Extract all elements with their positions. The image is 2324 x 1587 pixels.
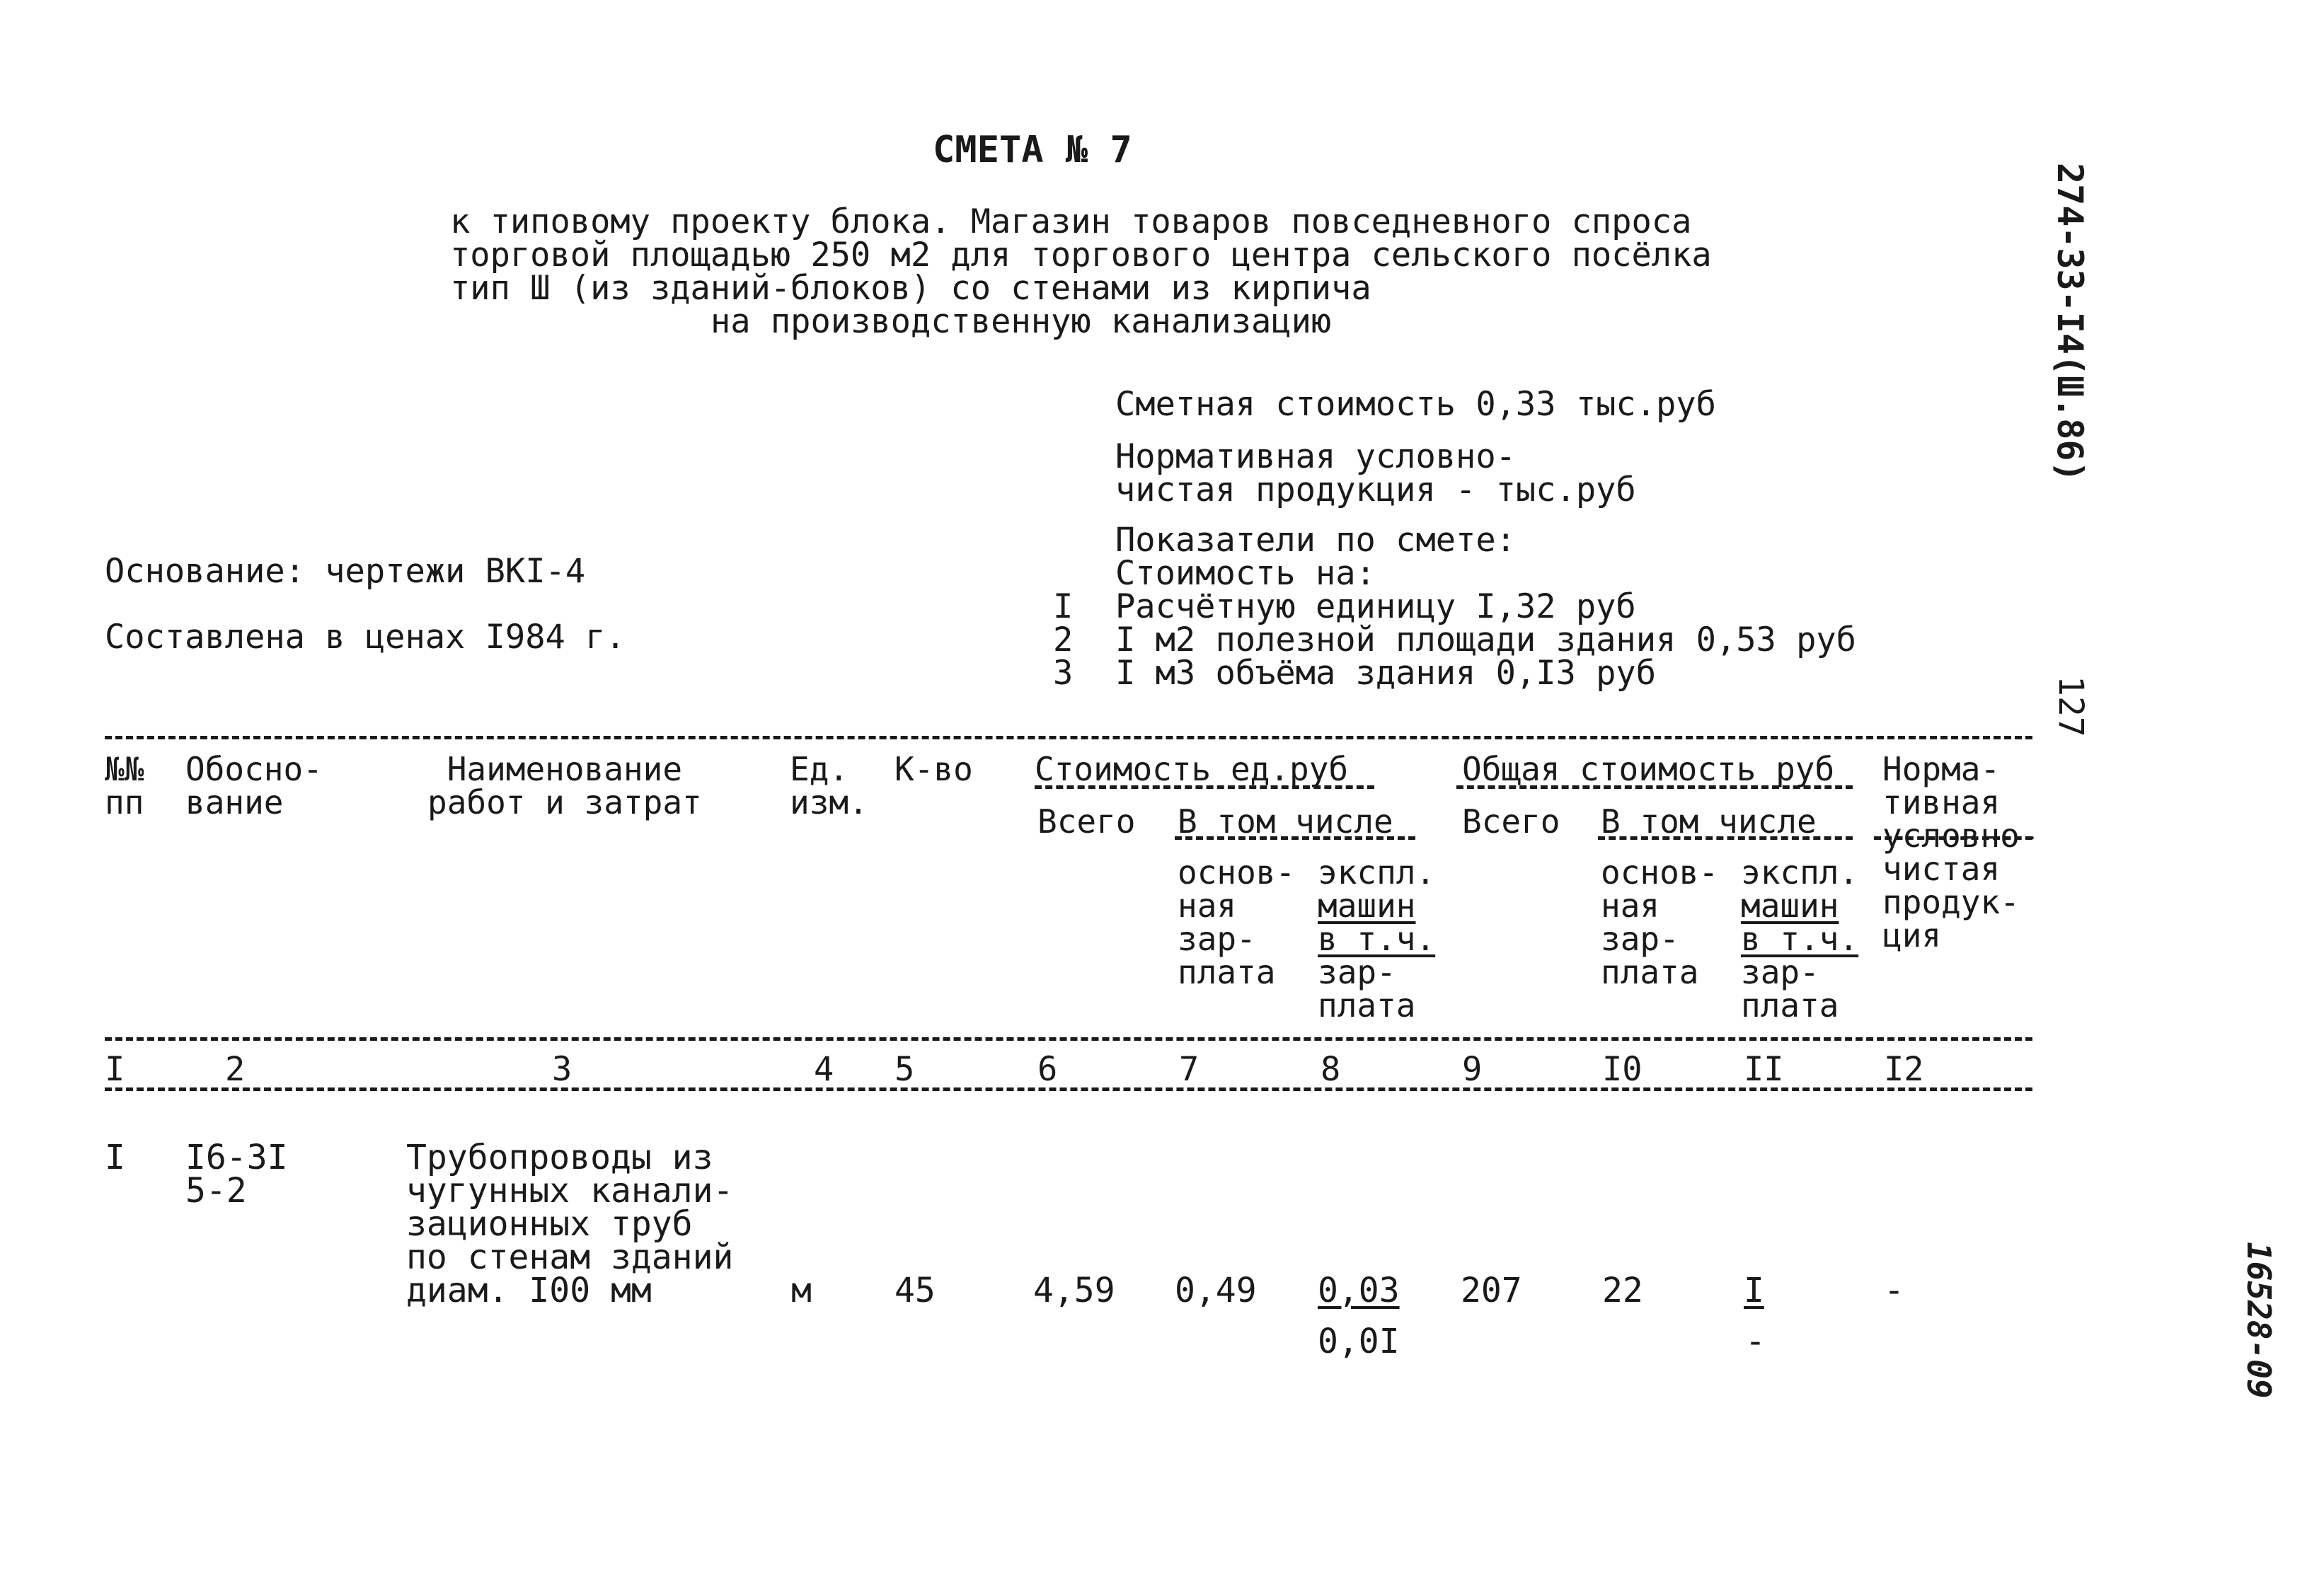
row-qty: 45	[894, 1271, 936, 1310]
document-title: СМЕТА № 7	[933, 129, 1132, 171]
normative-line-2: чистая продукция - тыс.руб	[1115, 471, 1636, 509]
header-unit-including: В том числе	[1178, 802, 1393, 841]
header-unit-machines: экспл. машин в т.ч. зар- плата	[1318, 853, 1436, 1025]
indicators-title: Показатели по смете:	[1115, 521, 1516, 560]
column-number-11: II	[1744, 1050, 1784, 1089]
header-total-machines: экспл. машин в т.ч. зар- плата	[1741, 853, 1859, 1025]
prices-line: Составлена в ценах I984 г.	[105, 618, 626, 657]
header-name: Наименование работ и затрат	[427, 750, 702, 821]
header-unit: Ед. изм.	[790, 750, 868, 821]
table-rule-header-bottom	[105, 1037, 2032, 1041]
basis-line: Основание: чертежи ВКI-4	[105, 552, 586, 591]
row-total: 207	[1461, 1271, 1522, 1310]
column-number-4: 4	[814, 1050, 834, 1089]
subtitle-line-2: торговой площадью 250 м2 для торгового центра сельского посёлка	[450, 236, 1712, 275]
column-number-1: I	[105, 1050, 125, 1089]
header-total-including: В том числе	[1601, 802, 1817, 841]
row-unit-salary: 0,49	[1175, 1271, 1257, 1310]
column-number-5: 5	[894, 1050, 915, 1089]
column-number-9: 9	[1462, 1050, 1483, 1089]
column-number-10: I0	[1602, 1050, 1643, 1089]
header-qty: К-во	[894, 750, 973, 788]
header-total-base-salary: основ- ная зар- плата	[1601, 853, 1719, 991]
row-unit-machines-salary: 0,0I	[1318, 1322, 1400, 1361]
normative-line-1: Нормативная условно-	[1115, 437, 1516, 476]
indicator-num-1: I	[1053, 587, 1074, 626]
row-basis: I6-3I 5-2	[185, 1138, 288, 1211]
row-unit: м	[791, 1271, 812, 1310]
table-rule-top	[105, 736, 2032, 739]
indicator-num-3: 3	[1053, 654, 1074, 693]
cost-on: Стоимость на:	[1115, 554, 1376, 593]
indicator-text-2: I м2 полезной площади здания 0,53 руб	[1115, 621, 1856, 659]
header-num: №№ пп	[105, 750, 144, 821]
column-number-2: 2	[225, 1050, 246, 1089]
header-unit-cost-group: Стоимость ед.руб	[1035, 750, 1349, 788]
subtitle-line-4: на производственную канализацию	[711, 302, 1332, 341]
header-normative: Норма- тивная условно- чистая продук- ция	[1882, 750, 2040, 954]
archive-stamp: 16528-09	[2240, 1242, 2278, 1399]
indicator-text-3: I м3 объёма здания 0,I3 руб	[1115, 654, 1657, 693]
column-number-7: 7	[1179, 1050, 1200, 1089]
header-unit-total: Всего	[1037, 802, 1136, 841]
header-basis: Обосно- вание	[185, 750, 323, 821]
row-total-salary: 22	[1602, 1271, 1643, 1310]
column-number-12: I2	[1884, 1050, 1924, 1089]
row-name: Трубопроводы из чугунных канали- зационных труб по стенам зданий диам. I00 мм	[406, 1138, 734, 1310]
page-number: 127	[2051, 676, 2090, 737]
indicator-text-1: Расчётную единицу I,32 руб	[1115, 587, 1636, 626]
row-total-machines-salary: -	[1745, 1322, 1766, 1361]
column-number-8: 8	[1321, 1050, 1341, 1089]
estimate-cost: Сметная стоимость 0,33 тыс.руб	[1115, 385, 1716, 424]
row-unit-machines: 0,03	[1318, 1271, 1400, 1310]
header-total-total: Всего	[1462, 802, 1560, 841]
column-number-6: 6	[1037, 1050, 1058, 1089]
subtitle-line-1: к типовому проекту блока. Магазин товаров повседневного спроса	[450, 202, 1692, 241]
row-unit-total: 4,59	[1033, 1271, 1115, 1310]
row-num: I	[105, 1138, 125, 1177]
subtitle-line-3: тип Ш (из зданий-блоков) со стенами из кирпича	[450, 269, 1371, 308]
row-normative: -	[1884, 1271, 1904, 1310]
header-unit-base-salary: основ- ная зар- плата	[1178, 853, 1296, 991]
header-total-cost-group: Общая стоимость руб	[1462, 750, 1835, 788]
document-code: 274-33-I4(Ш.86)	[2049, 163, 2090, 483]
row-total-machines: I	[1744, 1271, 1764, 1310]
indicator-num-2: 2	[1053, 621, 1074, 659]
column-number-3: 3	[552, 1050, 573, 1089]
